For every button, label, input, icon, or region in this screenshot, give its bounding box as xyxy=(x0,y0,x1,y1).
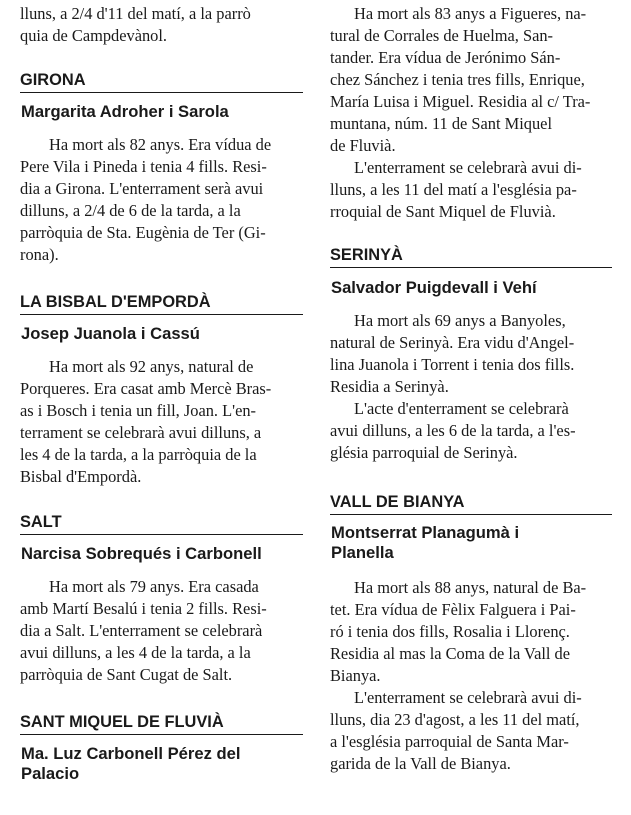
right-column xyxy=(330,0,612,815)
obituary-la-bisbal xyxy=(20,293,303,488)
continued-paragraph: lluns, a 2/4 d'11 del matí, a la parrò quia de Campdevànol. xyxy=(20,4,251,45)
section-heading-serinya: SERINYÀ xyxy=(330,246,612,268)
obituary-salt xyxy=(20,513,303,686)
obituary-text: Ha mort als 82 anys. Era vídua de Pere Vila i Pineda i tenia 4 fills. Resi- dia a Girona. L'enterrament serà avui dilluns, a 2/4 de 6 de la tarda, a la parròquia de Sta. Eugènia de Ter (Gi- rona). xyxy=(20,135,272,264)
section-heading-girona: GIRONA xyxy=(20,71,303,93)
obituary-girona xyxy=(20,71,303,266)
obituary-text-funeral: L'acte d'enterrament se celebrarà avui dilluns, a les 6 de la tarda, a l'es- glésia parroquial de Serinyà. xyxy=(330,399,576,462)
section-heading-sant-miquel-de-fluvia: SANT MIQUEL DE FLUVIÀ xyxy=(20,713,303,735)
left-column xyxy=(20,0,303,815)
section-heading-salt: SALT xyxy=(20,513,303,535)
deceased-name: Montserrat Planagumà i Planella xyxy=(331,523,520,562)
deceased-name: Margarita Adroher i Sarola xyxy=(21,102,229,121)
obituary-serinya xyxy=(330,246,612,464)
obituary-text-fluvia: Ha mort als 83 anys a Figueres, na- tural de Corrales de Huelma, San- tander. Era vídua de Jerónimo Sán- chez Sánchez i tenia tres fills, Enrique, María Luisa i Miguel. Residia al c/ Tra- muntana, núm. 11 de Sant Miquel de Fluvià. xyxy=(330,4,591,155)
obituary-text: Ha mort als 92 anys, natural de Porqueres. Era casat amb Mercè Bras- as i Bosch i tenia un fill, Joan. L'en- terrament se celebrarà avui dilluns, a les 4 de la tarda, a la parròquia de la Bisbal d'Empordà. xyxy=(20,357,272,486)
deceased-name: Ma. Luz Carbonell Pérez del Palacio xyxy=(21,744,241,783)
section-heading-vall-de-bianya: VALL DE BIANYA xyxy=(330,493,612,515)
obituary-sant-miquel-de-fluvia xyxy=(20,713,303,784)
section-heading-la-bisbal: LA BISBAL D'EMPORDÀ xyxy=(20,293,303,315)
obituary-text: Ha mort als 79 anys. Era casada amb Martí Besalú i tenia 2 fills. Resi- dia a Salt. L'enterrament se celebrarà avui dilluns, a les 4 de la tarda, a la parròquia de Sant Cugat de Salt. xyxy=(20,577,267,684)
obituary-text: Ha mort als 69 anys a Banyoles, natural de Serinyà. Era vidu d'Angel- lina Juanola i Torrent i tenia dos fills. Residia a Serinyà. xyxy=(330,311,575,396)
deceased-name: Josep Juanola i Cassú xyxy=(21,324,200,343)
obituary-text-funeral: L'enterrament se celebrarà avui di- lluns, dia 23 d'agost, a les 11 del matí, a l'església parroquial de Santa Mar- garida de la Vall de Bianya. xyxy=(330,688,582,773)
obituary-text-fluvia-funeral: L'enterrament se celebrarà avui di- lluns, a les 11 del matí a l'església pa- rroquial de Sant Miquel de Fluvià. xyxy=(330,158,582,221)
obituary-text: Ha mort als 88 anys, natural de Ba- tet. Era vídua de Fèlix Falguera i Pai- ró i tenia dos fills, Rosalia i Llorenç. Residia al mas la Coma de la Vall de Bianya. xyxy=(330,578,587,685)
obituary-vall-de-bianya xyxy=(330,493,612,775)
deceased-name: Salvador Puigdevall i Vehí xyxy=(331,278,537,297)
deceased-name: Narcisa Sobrequés i Carbonell xyxy=(21,544,262,563)
